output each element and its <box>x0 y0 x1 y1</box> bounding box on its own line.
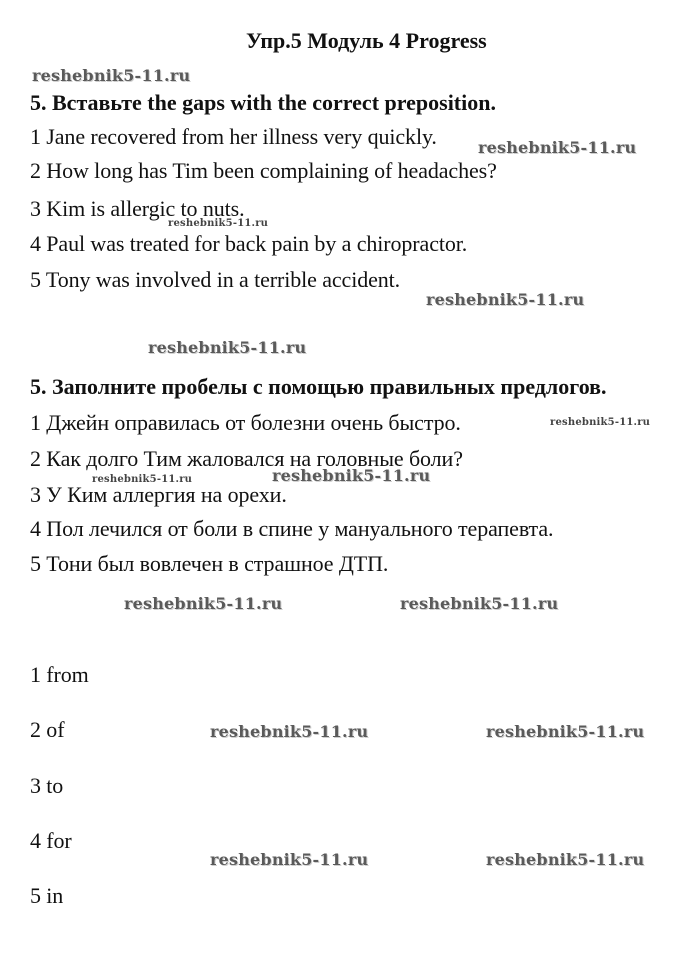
answer-2: 2 of <box>30 717 65 742</box>
answer-4: 4 for <box>30 828 72 853</box>
watermark: reshebnik5-11.ru <box>210 722 369 741</box>
watermark: reshebnik5-11.ru <box>124 594 283 613</box>
watermark: reshebnik5-11.ru <box>210 850 369 869</box>
english-line-2: 2 How long has Tim been complaining of headaches? <box>30 158 497 183</box>
russian-heading: 5. Заполните пробелы с помощью правильных предлогов. <box>30 374 607 399</box>
watermark: reshebnik5-11.ru <box>32 66 191 85</box>
watermark: reshebnik5-11.ru <box>148 338 307 357</box>
watermark: reshebnik5-11.ru <box>478 138 637 157</box>
watermark: reshebnik5-11.ru <box>426 290 585 309</box>
russian-line-5: 5 Тони был вовлечен в страшное ДТП. <box>30 551 389 576</box>
russian-line-2: 2 Как долго Тим жаловался на головные боли? <box>30 446 463 471</box>
russian-line-4: 4 Пол лечился от боли в спине у мануального терапевта. <box>30 516 554 541</box>
answer-1: 1 from <box>30 662 89 687</box>
answer-5: 5 in <box>30 883 64 908</box>
watermark: reshebnik5-11.ru <box>486 722 645 741</box>
english-line-1: 1 Jane recovered from her illness very quickly. <box>30 124 437 149</box>
page-title: Упр.5 Модуль 4 Progress <box>246 28 487 53</box>
watermark: reshebnik5-11.ru <box>550 417 651 428</box>
watermark: reshebnik5-11.ru <box>400 594 559 613</box>
english-line-3: 3 Kim is allergic to nuts. <box>30 196 245 221</box>
answer-3: 3 to <box>30 773 64 798</box>
russian-line-3: 3 У Ким аллергия на орехи. <box>30 482 287 507</box>
english-heading: 5. Вставьте the gaps with the correct preposition. <box>30 90 496 115</box>
watermark: reshebnik5-11.ru <box>92 474 193 485</box>
english-line-4: 4 Paul was treated for back pain by a chiropractor. <box>30 231 468 256</box>
watermark: reshebnik5-11.ru <box>486 850 645 869</box>
english-line-5: 5 Tony was involved in a terrible accident. <box>30 267 401 292</box>
russian-line-1: 1 Джейн оправилась от болезни очень быстро. <box>30 410 461 435</box>
watermark: reshebnik5-11.ru <box>168 218 269 229</box>
watermark: reshebnik5-11.ru <box>272 466 431 485</box>
